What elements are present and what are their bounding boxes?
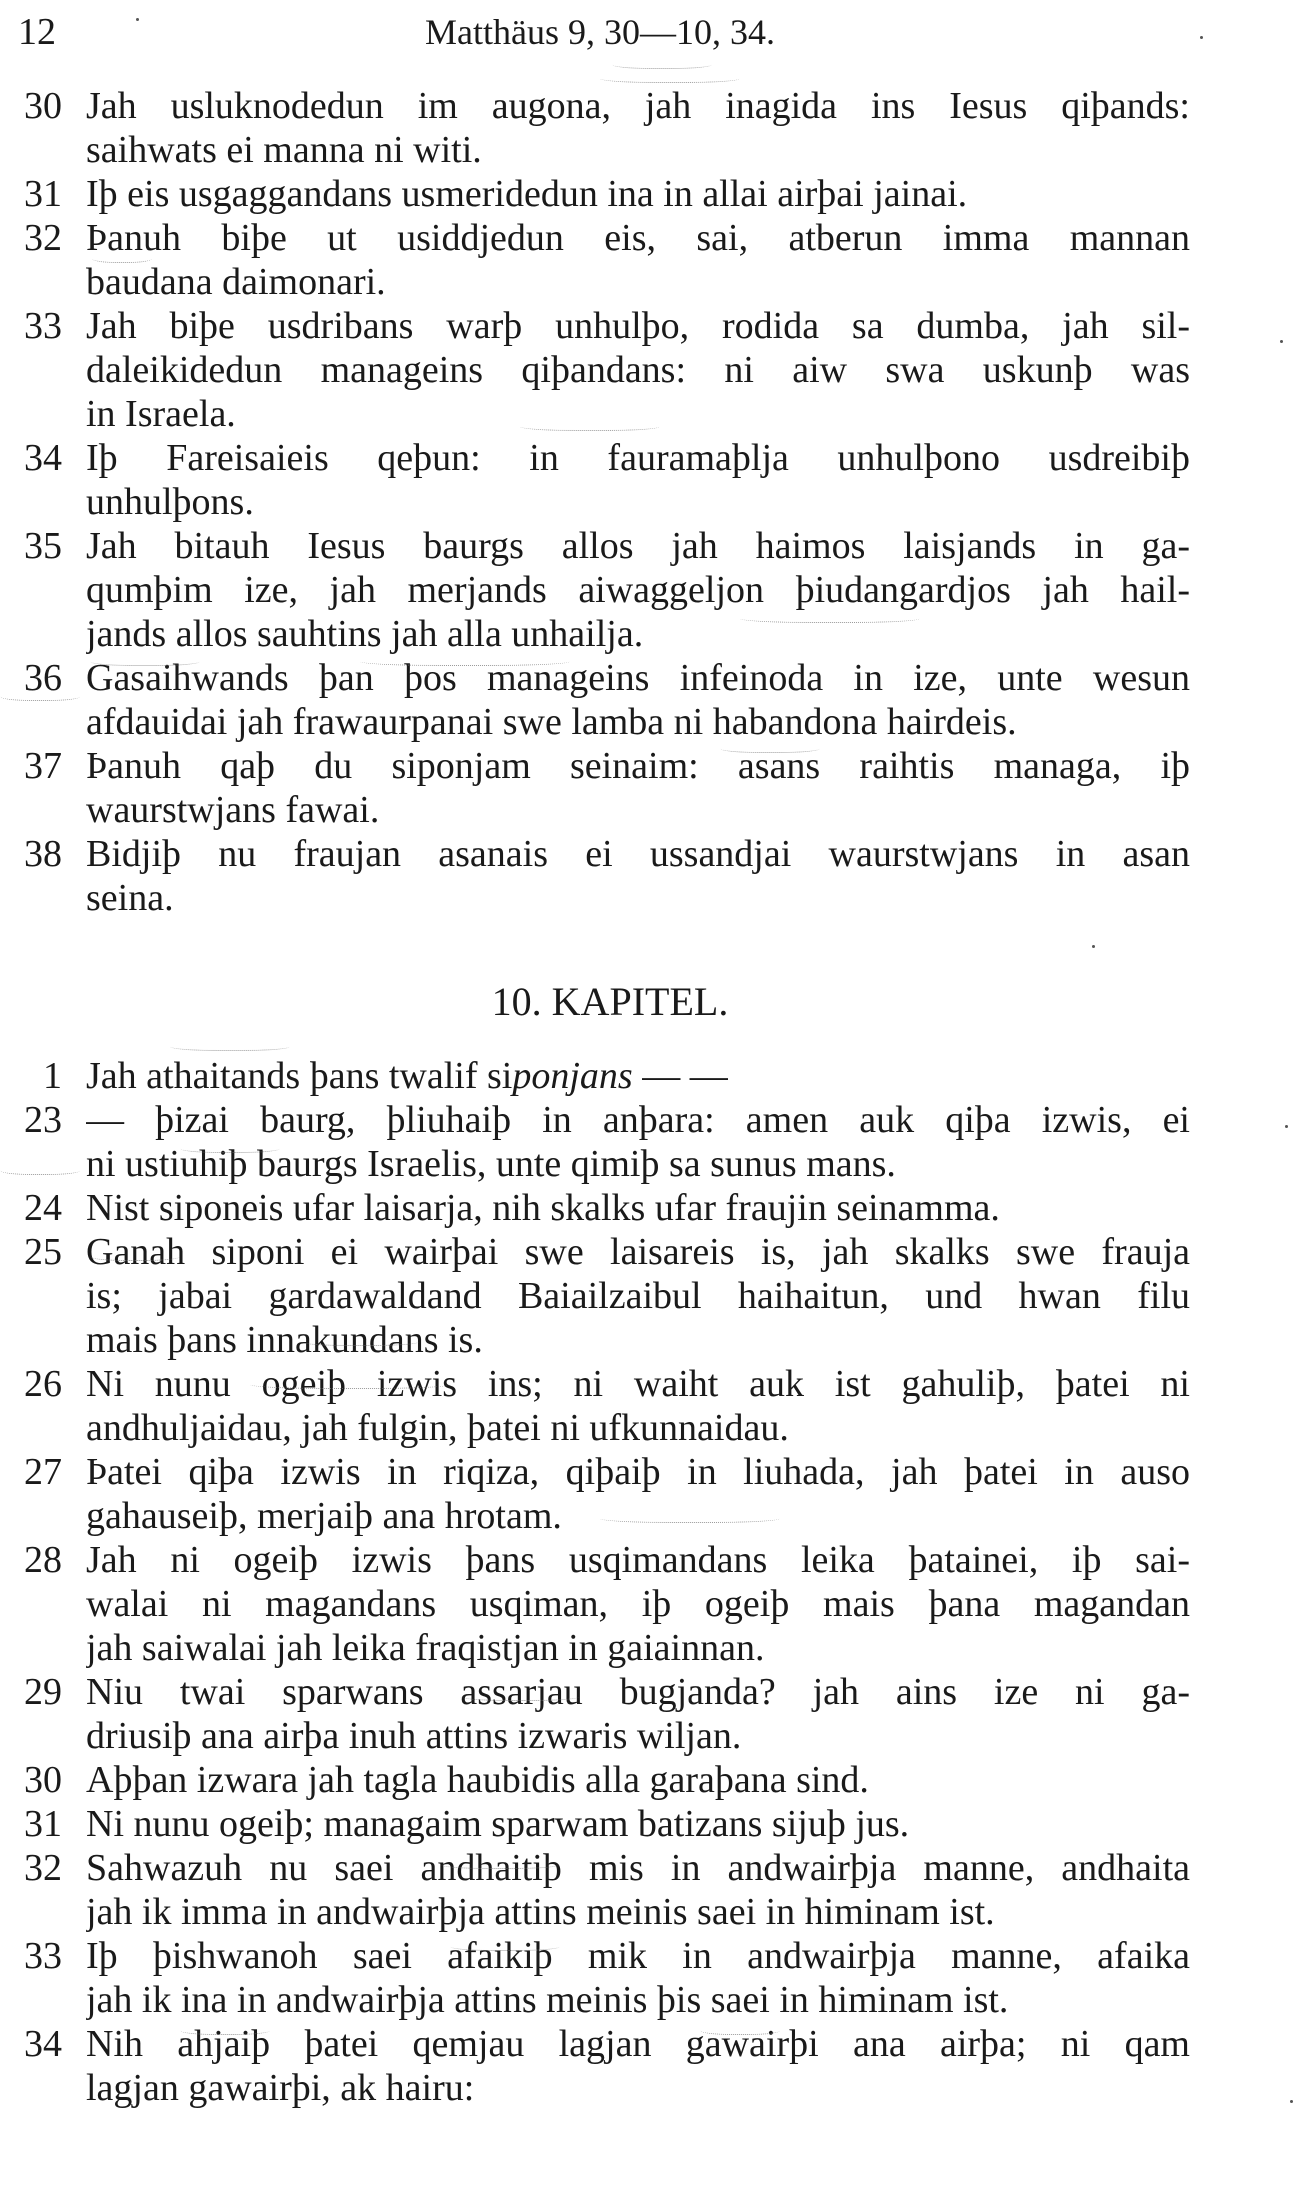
verse-line (0, 1098, 1304, 1142)
verse-text: andhuljaidau, jah fulgin, þatei ni ufkunnaidau. (86, 1407, 789, 1449)
handwritten-annotation (0, 1164, 80, 1175)
verse-number: 32 (24, 217, 62, 259)
handwritten-annotation (170, 1040, 290, 1051)
handwritten-annotation (92, 252, 152, 263)
verse-text: walai ni magandans usqiman, iþ ogeiþ mais þana magandan (86, 1583, 1190, 1625)
paper-speck (1200, 36, 1203, 39)
verse-text: ni ustiuhiþ baurgs Israelis, unte qimiþ sa sunus mans. (86, 1143, 896, 1185)
verse-text: qumþim ize, jah merjands aiwaggeljon þiudangardjos jah hail- (86, 569, 1190, 611)
verse-text: driusiþ ana airþa inuh attins izwaris wiljan. (86, 1715, 742, 1757)
verse-text (86, 1054, 1190, 1098)
verse-continuation-line (0, 1582, 1304, 1626)
verse-text: Bidjiþ nu fraujan asanais ei ussandjai waurstwjans in asan (86, 833, 1190, 875)
verse-line (0, 1802, 1304, 1846)
verse-text: Jah usluknodedun im augona, jah inagida ins Iesus qiþands: (86, 85, 1190, 127)
verse-line (0, 436, 1304, 480)
verse-text: Gasaihwands þan þos manageins infeinoda in ize, unte wesun (86, 657, 1190, 699)
verse-continuation-line (0, 2066, 1304, 2110)
handwritten-annotation (0, 690, 80, 701)
verse-continuation-line (0, 1274, 1304, 1318)
handwritten-annotation (600, 72, 740, 83)
verse-text: daleikidedun manageins qiþandans: ni aiw swa uskunþ was (86, 349, 1190, 391)
verse-number: 24 (24, 1187, 62, 1229)
verse-number: 28 (24, 1539, 62, 1581)
verse-number: 33 (24, 305, 62, 347)
verse-text: Jah ni ogeiþ izwis þans usqimandans leika þatainei, iþ sai- (86, 1539, 1190, 1581)
handwritten-annotation (180, 1142, 280, 1153)
verse-continuation-line (0, 128, 1304, 172)
verse-line (0, 172, 1304, 216)
verse-number: 1 (43, 1055, 62, 1097)
verse-text: Þanuh qaþ du siponjam seinaim: asans raihtis managa, iþ (86, 745, 1190, 787)
verse-continuation-line (0, 612, 1304, 656)
verse-number: 31 (24, 173, 62, 215)
verse-continuation-line (0, 1406, 1304, 1450)
verse-line (0, 1362, 1304, 1406)
verse-continuation-line (0, 392, 1304, 436)
paper-speck (1280, 340, 1283, 343)
paper-speck (1290, 2100, 1293, 2103)
verse-text: Ganah siponi ei wairþai swe laisareis is, jah skalks swe frauja (86, 1231, 1190, 1273)
verse-continuation-line (0, 1890, 1304, 1934)
handwritten-annotation (600, 1512, 780, 1523)
page-number: 12 (18, 11, 56, 53)
verse-line (0, 216, 1304, 260)
verse-text: jah ik imma in andwairþja attins meinis saei in himinam ist. (86, 1891, 995, 1933)
verse-number: 23 (24, 1099, 62, 1141)
verse-number: 27 (24, 1451, 62, 1493)
verse-line (0, 1538, 1304, 1582)
chapter-heading: 10. KAPITEL. (491, 979, 729, 1024)
verse-text: gahauseiþ, merjaiþ ana hrotam. (86, 1495, 562, 1537)
verse-number: 34 (24, 2023, 62, 2065)
running-head: Matthäus 9, 30—10, 34. (425, 12, 775, 52)
verse-line (0, 1186, 1304, 1230)
verse-continuation-line (0, 1978, 1304, 2022)
verse-number: 38 (24, 833, 62, 875)
verse-line (0, 1054, 1304, 1098)
verse-text: jah saiwalai jah leika fraqistjan in gaiainnan. (86, 1627, 765, 1669)
verse-number: 26 (24, 1363, 62, 1405)
paper-speck (1285, 1125, 1288, 1128)
verse-text: Aþþan izwara jah tagla haubidis alla garaþana sind. (86, 1759, 869, 1801)
verse-continuation-line (0, 260, 1304, 304)
verse-continuation-line (0, 1318, 1304, 1362)
handwritten-annotation (520, 420, 660, 431)
verse-line (0, 744, 1304, 788)
handwritten-annotation (440, 1858, 560, 1869)
chapter-9-text (0, 84, 1304, 920)
verse-text: jah ik ina in andwairþja attins meinis þis saei in himinam ist. (86, 1979, 1009, 2021)
verse-number: 29 (24, 1671, 62, 1713)
verse-text-dashes: — — (632, 1055, 728, 1097)
verse-number: 37 (24, 745, 62, 787)
handwritten-annotation (90, 1250, 180, 1261)
verse-line (0, 1670, 1304, 1714)
handwritten-annotation (700, 2024, 780, 2035)
handwritten-annotation (180, 2024, 270, 2035)
verse-line (0, 1450, 1304, 1494)
handwritten-annotation (250, 1378, 450, 1389)
verse-text: Ni nunu ogeiþ izwis ins; ni waiht auk ist gahuliþ, þatei ni (86, 1363, 1190, 1405)
handwritten-annotation (740, 612, 920, 623)
verse-text: — þizai baurg, þliuhaiþ in anþara: amen auk qiþa izwis, ei (86, 1099, 1190, 1141)
handwritten-annotation (460, 1690, 580, 1701)
verse-text: Iþ þishwanoh saei afaikiþ mik in andwairþja manne, afaika (86, 1935, 1190, 1977)
verse-text: seina. (86, 877, 174, 919)
verse-number: 30 (24, 1759, 62, 1801)
verse-text: Nih ahjaiþ þatei qemjau lagjan gawairþi ana airþa; ni qam (86, 2023, 1190, 2065)
paper-speck (136, 18, 139, 21)
verse-text: Jah bitauh Iesus baurgs allos jah haimos laisjands in ga- (86, 525, 1190, 567)
handwritten-annotation (300, 1335, 420, 1346)
verse-text: mais þans innakundans is. (86, 1319, 483, 1361)
verse-number: 30 (24, 85, 62, 127)
handwritten-annotation (360, 655, 570, 666)
verse-text: Niu twai sparwans assarjau bugjanda? jah ains ize ni ga- (86, 1671, 1190, 1713)
verse-continuation-line (0, 480, 1304, 524)
verse-text: Sahwazuh nu saei andhaitiþ mis in andwairþja manne, andhaita (86, 1847, 1190, 1889)
verse-text: baudana daimonari. (86, 261, 386, 303)
verse-continuation-line (0, 1626, 1304, 1670)
verse-line (0, 1230, 1304, 1274)
handwritten-annotation (720, 742, 820, 753)
verse-number: 36 (24, 657, 62, 699)
verse-line (0, 832, 1304, 876)
verse-text: in Israela. (86, 393, 236, 435)
verse-text: Jah biþe usdribans warþ unhulþo, rodida sa dumba, jah sil- (86, 305, 1190, 347)
verse-text: Þanuh biþe ut usiddjedun eis, sai, atberun imma mannan (86, 217, 1190, 259)
verse-text: Iþ Fareisaieis qeþun: in fauramaþlja unhulþono usdreibiþ (86, 437, 1190, 479)
verse-line (0, 1934, 1304, 1978)
verse-text: Nist siponeis ufar laisarja, nih skalks ufar fraujin seinamma. (86, 1187, 1000, 1229)
paper-speck (1092, 945, 1095, 948)
verse-continuation-line (0, 348, 1304, 392)
verse-text: saihwats ei manna ni witi. (86, 129, 482, 171)
verse-text: afdauidai jah frawaurpanai swe lamba ni habandona hairdeis. (86, 701, 1017, 743)
verse-continuation-line (0, 788, 1304, 832)
verse-number: 35 (24, 525, 62, 567)
verse-text: lagjan gawairþi, ak hairu: (86, 2067, 475, 2109)
verse-number: 34 (24, 437, 62, 479)
verse-text: unhulþons. (86, 481, 254, 523)
verse-text: Iþ eis usgaggandans usmeridedun ina in allai airþai jainai. (86, 173, 968, 215)
verse-continuation-line (0, 876, 1304, 920)
verse-line (0, 304, 1304, 348)
verse-text-roman: Jah athaitands þans twalif si (86, 1055, 513, 1097)
verse-line (0, 524, 1304, 568)
verse-text: is; jabai gardawaldand Baiailzaibul haihaitun, und hwan filu (86, 1275, 1190, 1317)
verse-text: Þatei qiþa izwis in riqiza, qiþaiþ in liuhada, jah þatei in auso (86, 1451, 1190, 1493)
chapter-10-text (0, 1054, 1304, 2110)
verse-continuation-line (0, 1714, 1304, 1758)
verse-continuation-line (0, 568, 1304, 612)
verse-continuation-line (0, 700, 1304, 744)
verse-number: 32 (24, 1847, 62, 1889)
handwritten-annotation (450, 1940, 560, 1951)
verse-text: waurstwjans fawai. (86, 789, 380, 831)
verse-text: jands allos sauhtins jah alla unhailja. (86, 613, 644, 655)
verse-line (0, 1758, 1304, 1802)
verse-number: 25 (24, 1231, 62, 1273)
verse-text: Ni nunu ogeiþ; managaim sparwam batizans sijuþ jus. (86, 1803, 910, 1845)
verse-text-italic: ponjans (512, 1055, 633, 1097)
handwritten-annotation (612, 58, 712, 69)
verse-number: 33 (24, 1935, 62, 1977)
verse-number: 31 (24, 1803, 62, 1845)
verse-line (0, 1846, 1304, 1890)
verse-line (0, 84, 1304, 128)
handwritten-annotation (90, 655, 200, 666)
